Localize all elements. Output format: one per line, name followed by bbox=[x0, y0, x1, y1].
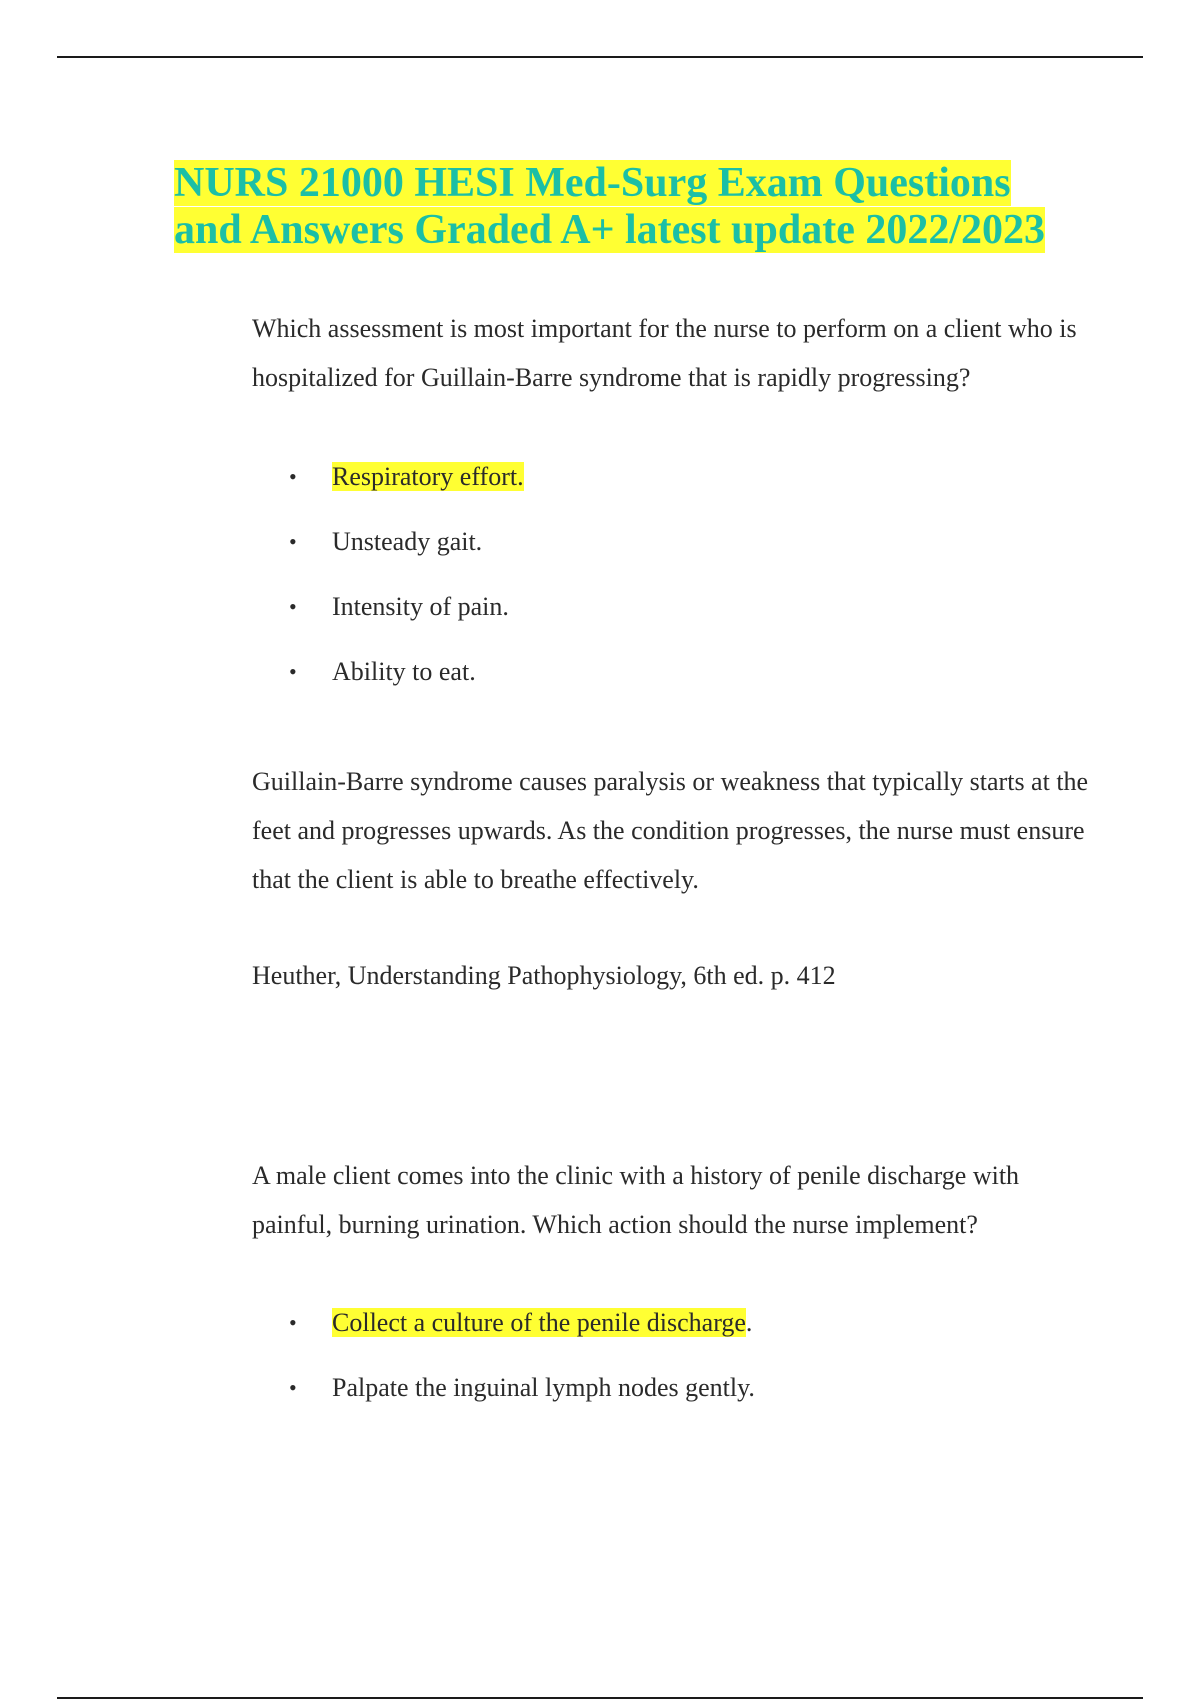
bullet-icon: • bbox=[289, 1375, 297, 1400]
bullet-icon: • bbox=[289, 659, 297, 684]
question-1-option-4-text: Ability to eat. bbox=[332, 657, 476, 686]
bullet-icon: • bbox=[289, 1310, 297, 1335]
document-title-text: NURS 21000 HESI Med-Surg Exam Questions and Answers Graded A+ latest update 2022/2023 bbox=[174, 160, 1046, 253]
bullet-icon: • bbox=[289, 464, 297, 489]
document-title bbox=[174, 160, 1074, 254]
question-2-option-1 bbox=[252, 1300, 1102, 1365]
bottom-rule bbox=[57, 1697, 1143, 1699]
question-2-options bbox=[252, 1300, 1102, 1430]
question-2-text: A male client comes into the clinic with a history of penile discharge with painful, burning urination. Which action should the nurse implement? bbox=[252, 1161, 1020, 1239]
question-1-option-3 bbox=[252, 584, 1102, 649]
question-2-option-2 bbox=[252, 1365, 1102, 1430]
bullet-icon: • bbox=[289, 529, 297, 554]
bullet-icon: • bbox=[289, 594, 297, 619]
question-1-option-2-text: Unsteady gait. bbox=[332, 527, 483, 556]
question-1-option-3-text: Intensity of pain. bbox=[332, 592, 509, 621]
top-rule bbox=[57, 56, 1143, 58]
question-2-option-1-trail: . bbox=[745, 1308, 753, 1337]
question-1-option-1-text: Respiratory effort. bbox=[332, 462, 524, 491]
question-1-text: Which assessment is most important for the nurse to perform on a client who is hospitalized for Guillain-Barre syndrome that is rapidly progressing? bbox=[252, 314, 1077, 392]
question-1-option-4 bbox=[252, 649, 1102, 714]
question-1-reference: Heuther, Understanding Pathophysiology, 6th ed. p. 412 bbox=[252, 961, 836, 990]
question-1-option-2 bbox=[252, 519, 1102, 584]
question-2-option-2-text: Palpate the inguinal lymph nodes gently. bbox=[332, 1373, 755, 1402]
question-1-option-1 bbox=[252, 454, 1102, 519]
question-2-option-1-text: Collect a culture of the penile discharge bbox=[332, 1308, 746, 1337]
question-1-explanation: Guillain-Barre syndrome causes paralysis or weakness that typically starts at the feet and progresses upwards. As the condition progresses, the nurse must ensure that the client is able to breathe effectively. bbox=[252, 767, 1089, 894]
question-1-options bbox=[252, 454, 1102, 714]
